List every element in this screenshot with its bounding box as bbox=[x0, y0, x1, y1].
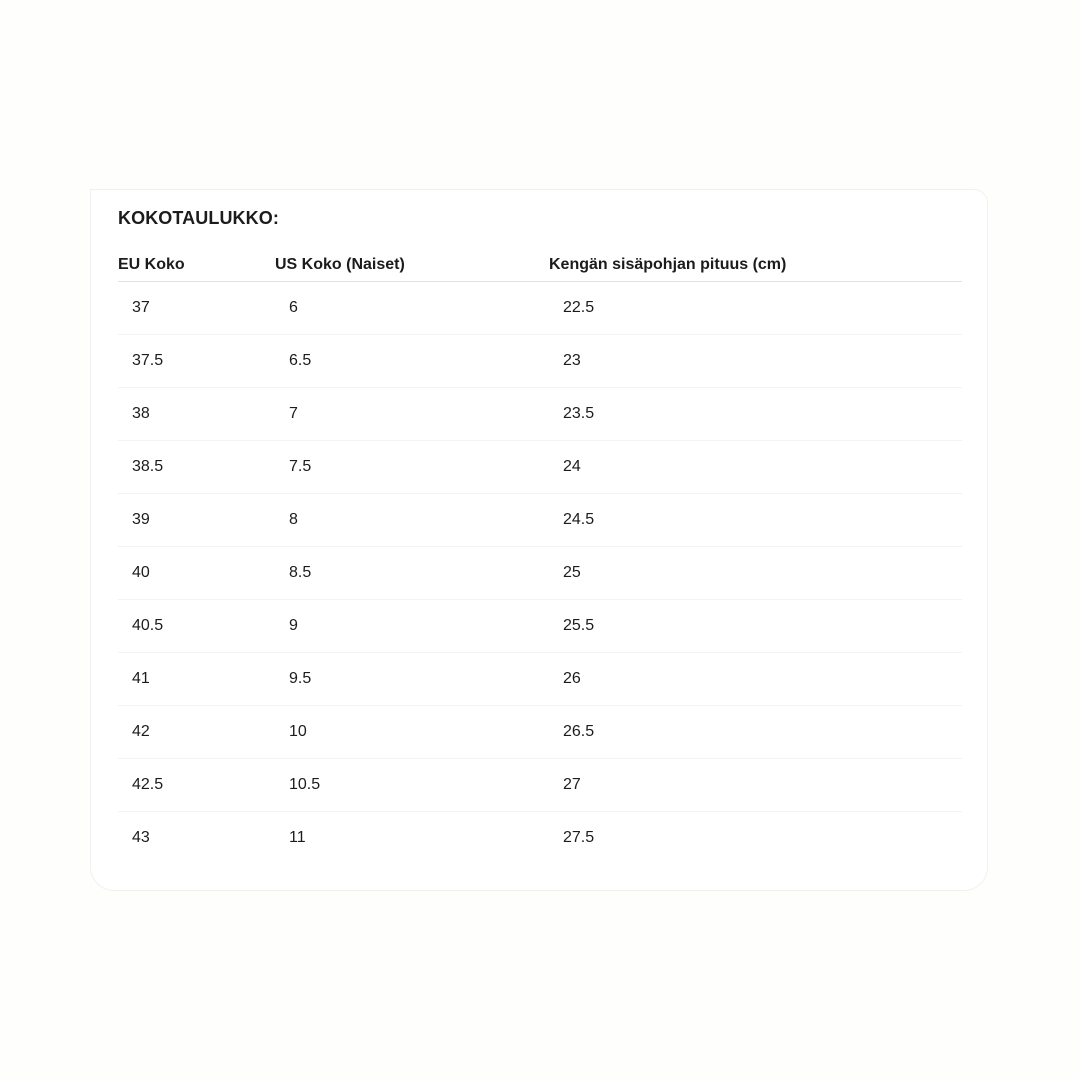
cell-us-size: 10 bbox=[275, 706, 549, 759]
cell-us-size: 7.5 bbox=[275, 441, 549, 494]
table-row bbox=[118, 600, 962, 653]
cell-insole-length: 26.5 bbox=[549, 706, 962, 759]
cell-us-size: 11 bbox=[289, 829, 306, 846]
cell-insole-length: 25.5 bbox=[549, 600, 962, 653]
cell-eu-size: 42 bbox=[118, 706, 275, 759]
size-chart-title: KOKOTAULUKKO: bbox=[118, 208, 279, 228]
cell-eu-size: 37.5 bbox=[118, 335, 275, 388]
cell-insole-length: 25 bbox=[549, 547, 962, 600]
table-row bbox=[118, 812, 962, 865]
cell-eu-size: 38.5 bbox=[118, 441, 275, 494]
cell-insole-length: 23 bbox=[549, 335, 962, 388]
size-chart-table bbox=[118, 248, 962, 864]
cell-eu-size: 42.5 bbox=[118, 759, 275, 812]
cell-insole-length: 27 bbox=[549, 759, 962, 812]
cell-us-size: 8 bbox=[275, 494, 549, 547]
cell-eu-size: 39 bbox=[118, 494, 275, 547]
cell-us-size: 9 bbox=[275, 600, 549, 653]
cell-us-size: 10.5 bbox=[275, 759, 549, 812]
cell-eu-size: 40 bbox=[118, 547, 275, 600]
table-row bbox=[118, 653, 962, 706]
cell-insole-length: 26 bbox=[549, 653, 962, 706]
table-row bbox=[118, 759, 962, 812]
cell-insole-length: 24 bbox=[549, 441, 962, 494]
cell-us-size: 9.5 bbox=[275, 653, 549, 706]
table-row bbox=[118, 494, 962, 547]
cell-us-size: 7 bbox=[275, 388, 549, 441]
cell-eu-size: 40.5 bbox=[118, 600, 275, 653]
cell-insole-length: 27.5 bbox=[563, 829, 595, 846]
table-row bbox=[118, 282, 962, 335]
table-header-row bbox=[118, 248, 962, 282]
cell-insole-length: 24.5 bbox=[549, 494, 962, 547]
table-row bbox=[118, 388, 962, 441]
table-row bbox=[118, 335, 962, 388]
cell-insole-length: 22.5 bbox=[549, 282, 962, 335]
cell-eu-size: 41 bbox=[118, 653, 275, 706]
cell-us-size: 8.5 bbox=[275, 547, 549, 600]
cell-eu-size: 37 bbox=[118, 282, 275, 335]
table-row bbox=[118, 706, 962, 759]
cell-us-size: 6.5 bbox=[275, 335, 549, 388]
table-row bbox=[118, 441, 962, 494]
table-row bbox=[118, 547, 962, 600]
cell-eu-size: 43 bbox=[132, 829, 150, 846]
cell-insole-length: 23.5 bbox=[549, 388, 962, 441]
size-chart-card bbox=[90, 189, 988, 891]
column-header-insole-length: Kengän sisäpohjan pituus (cm) bbox=[549, 248, 962, 282]
cell-eu-size: 38 bbox=[118, 388, 275, 441]
cell-us-size: 6 bbox=[275, 282, 549, 335]
column-header-us-size: US Koko (Naiset) bbox=[275, 248, 549, 282]
column-header-eu-size: EU Koko bbox=[118, 248, 275, 282]
